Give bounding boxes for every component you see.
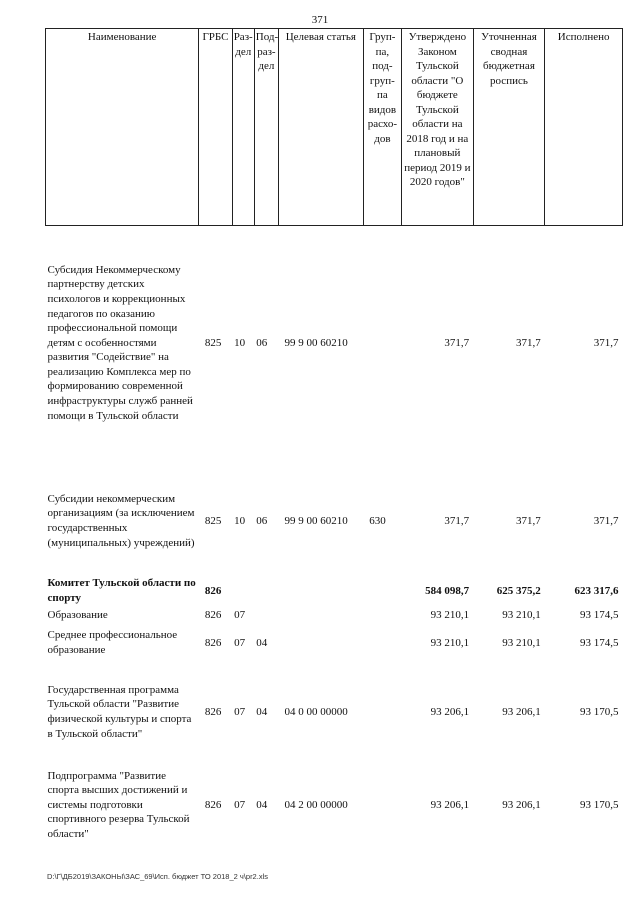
- row-podrazdel: [254, 576, 278, 606]
- row-done: 93 170,5: [580, 798, 619, 811]
- row-razdel: 07: [234, 798, 246, 811]
- column-header-grbs: ГРБС: [199, 29, 232, 226]
- column-header-done: Исполнено: [545, 29, 623, 226]
- row-refined: 93 210,1: [502, 608, 541, 621]
- row-done: 93 174,5: [580, 636, 619, 649]
- column-header-razdel: Раз-дел: [232, 29, 254, 226]
- table-row: [46, 628, 623, 658]
- row-refined: 93 210,1: [502, 636, 541, 649]
- row-approved: 371,7: [444, 514, 470, 527]
- row-grbs: 826: [204, 705, 222, 718]
- row-podrazdel: 06: [256, 514, 268, 527]
- row-group: [363, 680, 401, 744]
- row-approved: 371,7: [444, 336, 470, 349]
- row-grbs: 825: [204, 514, 222, 527]
- row-done: 371,7: [593, 336, 619, 349]
- table-row: [46, 606, 623, 624]
- table-row: [46, 576, 623, 606]
- row-podrazdel: 06: [256, 336, 268, 349]
- row-refined: 625 375,2: [496, 584, 541, 597]
- column-header-refined: Уточненная сводная бюджетная роспись: [473, 29, 545, 226]
- row-target: 04 0 00 00000: [284, 705, 348, 718]
- row-podrazdel: 04: [256, 636, 268, 649]
- row-done: 93 174,5: [580, 608, 619, 621]
- row-target: [279, 576, 364, 606]
- table-row: [46, 680, 623, 744]
- row-group: [363, 628, 401, 658]
- row-refined: 371,7: [516, 514, 541, 527]
- column-header-approved: Утверждено Законом Тульской области "О бюджете Тульской области на 2018 год и на плановый период 2019 и 2020 годов": [402, 29, 474, 226]
- row-approved: 93 210,1: [430, 608, 470, 621]
- row-grbs: 826: [204, 608, 222, 621]
- row-razdel: 10: [234, 336, 246, 349]
- row-podrazdel: 04: [256, 798, 268, 811]
- row-name: Субсидия Некоммерческому партнерству детских психологов и коррекционных педагогов по оказанию профессиональной помощи детям с особенностями развития "Содействие" на реализацию Комплекса мер по формированию современной инфраструктуры служб ранней помощи в Тульской области: [47, 263, 193, 422]
- row-razdel: 07: [234, 636, 246, 649]
- page-number: 371: [311, 14, 329, 26]
- row-podrazdel: [254, 606, 278, 624]
- row-done: 623 317,6: [574, 584, 619, 597]
- row-approved: 93 206,1: [430, 705, 470, 718]
- row-razdel: 07: [234, 705, 246, 718]
- row-target: 04 2 00 00000: [284, 798, 348, 811]
- table-row: [46, 232, 623, 454]
- row-group: [363, 576, 401, 606]
- row-done: 93 170,5: [580, 705, 619, 718]
- row-refined: 93 206,1: [502, 798, 541, 811]
- row-target: [279, 628, 364, 658]
- row-refined: 371,7: [516, 336, 541, 349]
- row-approved: 93 206,1: [430, 798, 470, 811]
- row-group: 630: [369, 514, 386, 527]
- file-path-footer: D:\Г\ДБ2019\ЗАКОНЫ\ЗАС_69\Исп. бюджет ТО 2018_2 ч\pr2.xls: [47, 872, 268, 881]
- row-name: Государственная программа Тульской области "Развитие физической культуры и спорта в Тульской области": [47, 683, 192, 740]
- column-header-target: Целевая статья: [279, 29, 364, 226]
- row-grbs: 825: [204, 336, 222, 349]
- row-razdel: 07: [234, 608, 246, 621]
- row-done: 371,7: [593, 514, 619, 527]
- row-razdel: [232, 576, 254, 606]
- row-group: [363, 766, 401, 844]
- row-refined: 93 206,1: [502, 705, 541, 718]
- row-group: [363, 232, 401, 454]
- table-header-row: [46, 29, 623, 226]
- table-row: [46, 766, 623, 844]
- row-name: Подпрограмма "Развитие спорта высших достижений и системы подготовки спортивного резерва Тульской области": [47, 769, 190, 840]
- row-name: Среднее профессиональное образование: [47, 629, 178, 656]
- row-razdel: 10: [234, 514, 246, 527]
- row-podrazdel: 04: [256, 705, 268, 718]
- row-target: 99 9 00 60210: [284, 514, 348, 527]
- budget-table: [45, 28, 623, 844]
- row-group: [363, 606, 401, 624]
- row-target: [279, 606, 364, 624]
- row-name: Комитет Тульской области по спорту: [47, 577, 196, 604]
- row-approved: 93 210,1: [430, 636, 470, 649]
- table-row: [46, 474, 623, 568]
- row-approved: 584 098,7: [425, 584, 470, 597]
- row-grbs: 826: [204, 584, 222, 597]
- row-grbs: 826: [204, 798, 222, 811]
- row-grbs: 826: [204, 636, 222, 649]
- table-body: [46, 226, 623, 845]
- row-target: 99 9 00 60210: [284, 336, 348, 349]
- column-header-group: Груп-па, под-груп-па видов расхо-дов: [363, 29, 401, 226]
- row-name: Образование: [47, 608, 108, 621]
- row-name: Субсидии некоммерческим организациям (за исключением государственных (муниципальных) учреждений): [47, 492, 195, 549]
- column-header-podrazdel: Под-раз-дел: [254, 29, 278, 226]
- column-header-name: Наименование: [46, 29, 199, 226]
